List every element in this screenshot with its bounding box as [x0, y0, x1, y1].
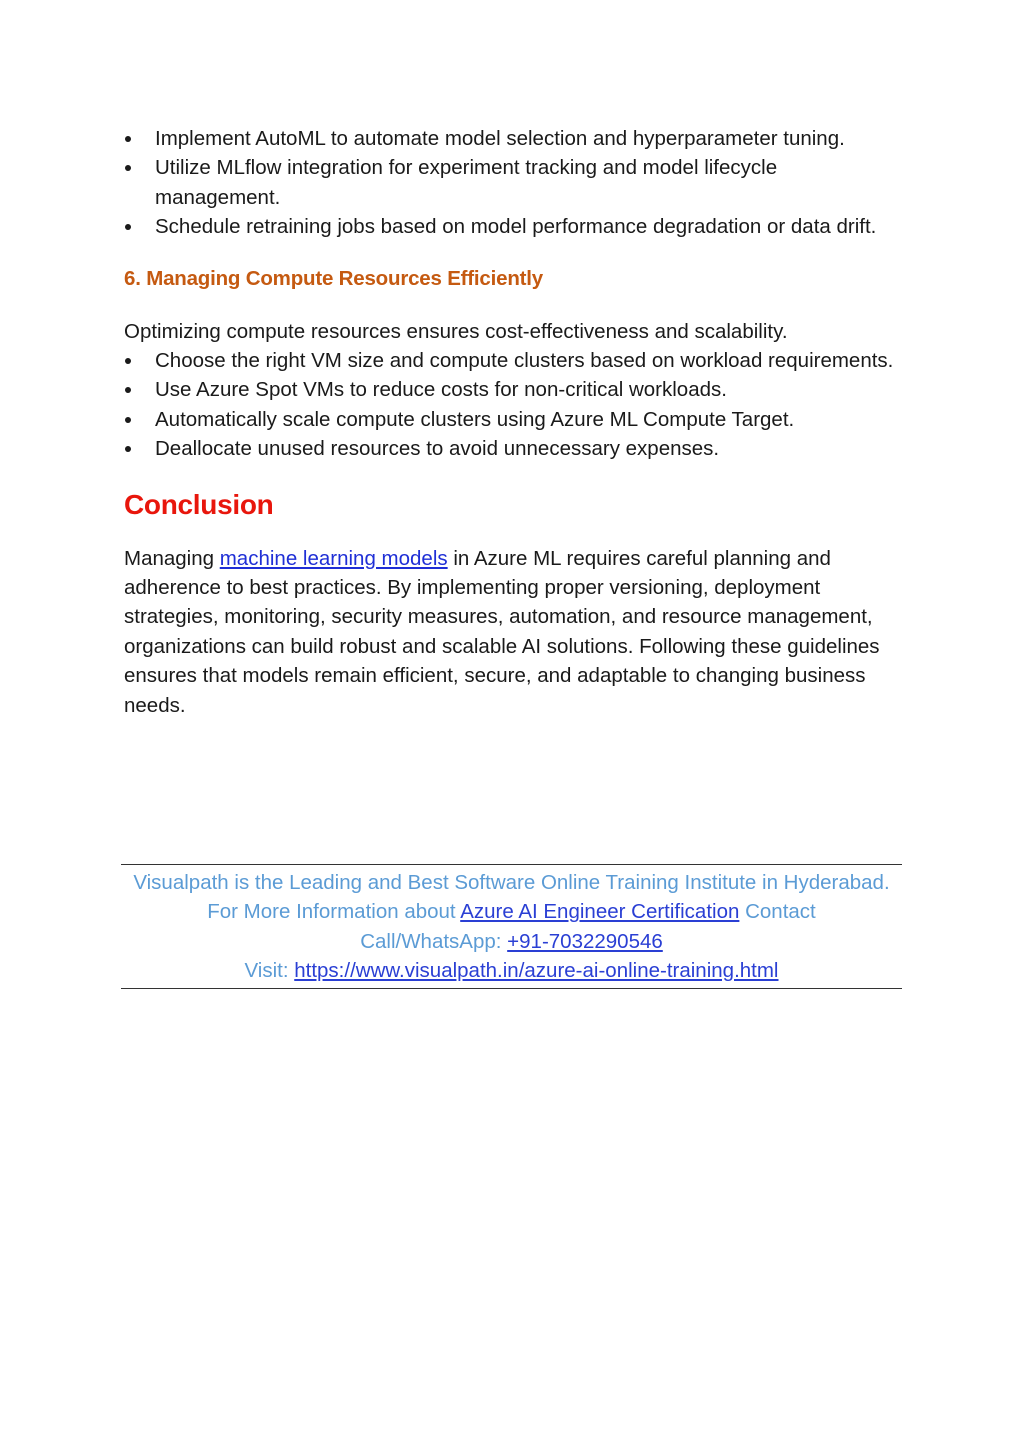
page-content	[124, 124, 894, 720]
footer-more-info-prefix: For More Information about	[207, 900, 461, 924]
footer-call	[121, 927, 902, 956]
section-heading: 6. Managing Compute Resources Efficiently	[124, 266, 543, 290]
list-item-text: Choose the right VM size and compute clusters based on workload requirements.	[155, 349, 894, 373]
list-item	[124, 434, 894, 463]
certification-link[interactable]: Azure AI Engineer Certification	[460, 900, 740, 924]
machine-learning-models-link[interactable]: machine learning models	[219, 546, 448, 570]
list-item	[124, 346, 894, 375]
compute-bullet-list	[124, 346, 894, 464]
list-item-text: Deallocate unused resources to avoid unnecessary expenses.	[155, 437, 720, 461]
bullet-dot-icon	[125, 358, 131, 364]
section-intro: Optimizing compute resources ensures cost-effectiveness and scalability.	[124, 319, 788, 343]
footer-banner	[121, 864, 902, 989]
list-item-text: Schedule retraining jobs based on model performance degradation or data drift.	[155, 215, 877, 239]
website-link[interactable]: https://www.visualpath.in/azure-ai-online-training.html	[294, 959, 779, 983]
conclusion-text-start: Managing	[124, 546, 220, 570]
footer-more-info	[121, 897, 902, 926]
list-item	[124, 375, 894, 404]
conclusion-heading: Conclusion	[124, 488, 274, 520]
list-item-text: Utilize MLflow integration for experiment tracking and model lifecycle management.	[155, 156, 778, 209]
bullet-dot-icon	[125, 165, 131, 171]
phone-link[interactable]: +91-7032290546	[507, 929, 663, 953]
list-item	[124, 153, 894, 212]
bullet-dot-icon	[125, 224, 131, 230]
list-item-text: Use Azure Spot VMs to reduce costs for non-critical workloads.	[155, 378, 727, 402]
list-item-text: Implement AutoML to automate model selection and hyperparameter tuning.	[155, 127, 845, 150]
bullet-dot-icon	[125, 417, 131, 423]
conclusion-paragraph	[124, 544, 894, 720]
conclusion-text-rest: in Azure ML requires careful planning and adherence to best practices. By implementing proper versioning, deployment strategies, monitoring, security measures, automation, and resource management, organizations can build robust and scalable AI solutions. Following these guidelines ensures that models remain efficient, secure, and adaptable to changing business needs.	[124, 546, 880, 717]
list-item	[124, 212, 894, 241]
bullet-dot-icon	[125, 387, 131, 393]
automation-bullet-list	[124, 124, 894, 242]
footer-visit-prefix: Visit:	[244, 959, 295, 983]
footer-visit	[121, 956, 902, 985]
list-item	[124, 124, 894, 153]
footer-contact-suffix: Contact	[739, 900, 816, 924]
bullet-dot-icon	[125, 136, 131, 142]
bullet-dot-icon	[125, 446, 131, 452]
list-item	[124, 405, 894, 434]
footer-tagline: Visualpath is the Leading and Best Software Online Training Institute in Hyderabad.	[133, 871, 890, 894]
list-item-text: Automatically scale compute clusters using Azure ML Compute Target.	[155, 407, 795, 431]
footer-call-prefix: Call/WhatsApp:	[360, 929, 508, 953]
